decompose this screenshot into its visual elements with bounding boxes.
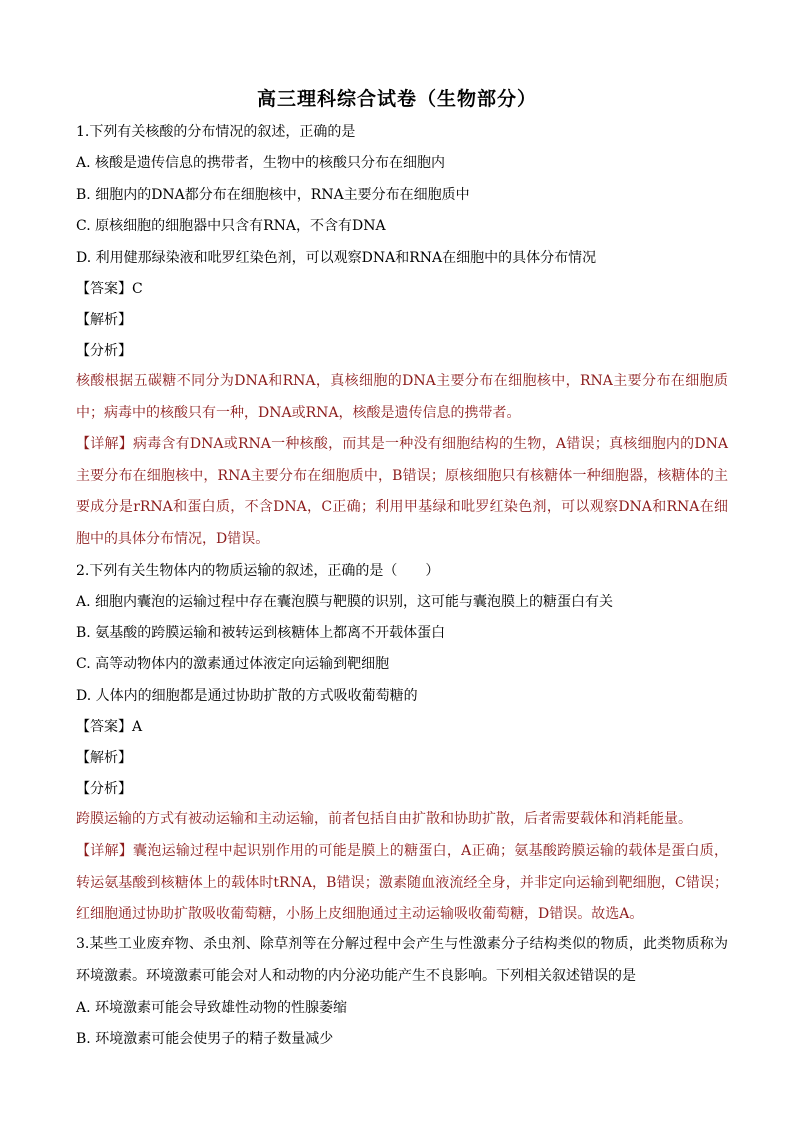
q1-stem: 1.下列有关核酸的分布情况的叙述，正确的是 [76, 124, 356, 140]
q2-option-b: B. 氨基酸的跨膜运输和被转运到核糖体上都离不开载体蛋白 [76, 625, 446, 641]
q2-answer: 【答案】A [76, 719, 143, 735]
q2-option-d: D. 人体内的细胞都是通过协助扩散的方式吸收葡萄糖的 [76, 688, 418, 704]
q1-option-c: C. 原核细胞的细胞器中只含有RNA，不含有DNA [76, 218, 386, 234]
q2-detail-text: 【详解】囊泡运输过程中起识别作用的可能是膜上的糖蛋白，A正确；氨基酸跨膜运输的载体是蛋白质，转运氨基酸到核糖体上的载体时tRNA，B错误；激素随血液流经全身，并非定向运输到靶细胞，C错误；红细胞通过协助扩散吸收葡萄糖，小肠上皮细胞通过主动运输吸收葡萄糖，D错误。故选A。 [76, 843, 728, 922]
q1-option-b: B. 细胞内的DNA都分布在细胞核中，RNA主要分布在细胞质中 [76, 187, 470, 203]
q2-option-a: A. 细胞内囊泡的运输过程中存在囊泡膜与靶膜的识别，这可能与囊泡膜上的糖蛋白有关 [76, 594, 614, 610]
q1-analysis-label: 【解析】 [76, 312, 132, 328]
q2-stem: 2.下列有关生物体内的物质运输的叙述，正确的是（ ） [76, 563, 440, 579]
page-title: 高三理科综合试卷（生物部分） [256, 88, 537, 110]
q2-analysis-label: 【解析】 [76, 750, 132, 766]
q2-fenxi-text: 跨膜运输的方式有被动运输和主动运输，前者包括自由扩散和协助扩散，后者需要载体和消耗能量。 [76, 811, 692, 827]
q1-detail-text: 【详解】病毒含有DNA或RNA一种核酸，而其是一种没有细胞结构的生物，A错误；真核细胞内的DNA主要分布在细胞核中，RNA主要分布在细胞质中，B错误；原核细胞只有核糖体一种细胞器，核糖体的主要成分是rRNA和蛋白质，不含DNA，C正确；利用甲基绿和吡罗红染色剂，可以观察DNA和RNA在细胞中的具体分布情况，D错误。 [76, 436, 728, 547]
q3-stem: 3.某些工业废弃物、杀虫剂、除草剂等在分解过程中会产生与性激素分子结构类似的物质，此类物质称为环境激素。环境激素可能会对人和动物的内分泌功能产生不良影响。下列相关叙述错误的是 [76, 936, 728, 984]
q3-option-b: B. 环境激素可能会使男子的精子数量减少 [76, 1031, 334, 1047]
q1-fenxi-text: 核酸根据五碳糖不同分为DNA和RNA，真核细胞的DNA主要分布在细胞核中，RNA主要分布在细胞质中；病毒中的核酸只有一种，DNA或RNA，核酸是遗传信息的携带者。 [76, 373, 728, 421]
q1-option-a: A. 核酸是遗传信息的携带者，生物中的核酸只分布在细胞内 [76, 155, 446, 171]
q1-option-d: D. 利用健那绿染液和吡罗红染色剂，可以观察DNA和RNA在细胞中的具体分布情况 [76, 250, 597, 266]
q2-fenxi-label: 【分析】 [76, 781, 132, 797]
q3-option-a: A. 环境激素可能会导致雄性动物的性腺萎缩 [76, 1000, 348, 1016]
q1-fenxi-label: 【分析】 [76, 343, 132, 359]
q1-answer: 【答案】C [76, 281, 143, 297]
q2-option-c: C. 高等动物体内的激素通过体液定向运输到靶细胞 [76, 656, 390, 672]
